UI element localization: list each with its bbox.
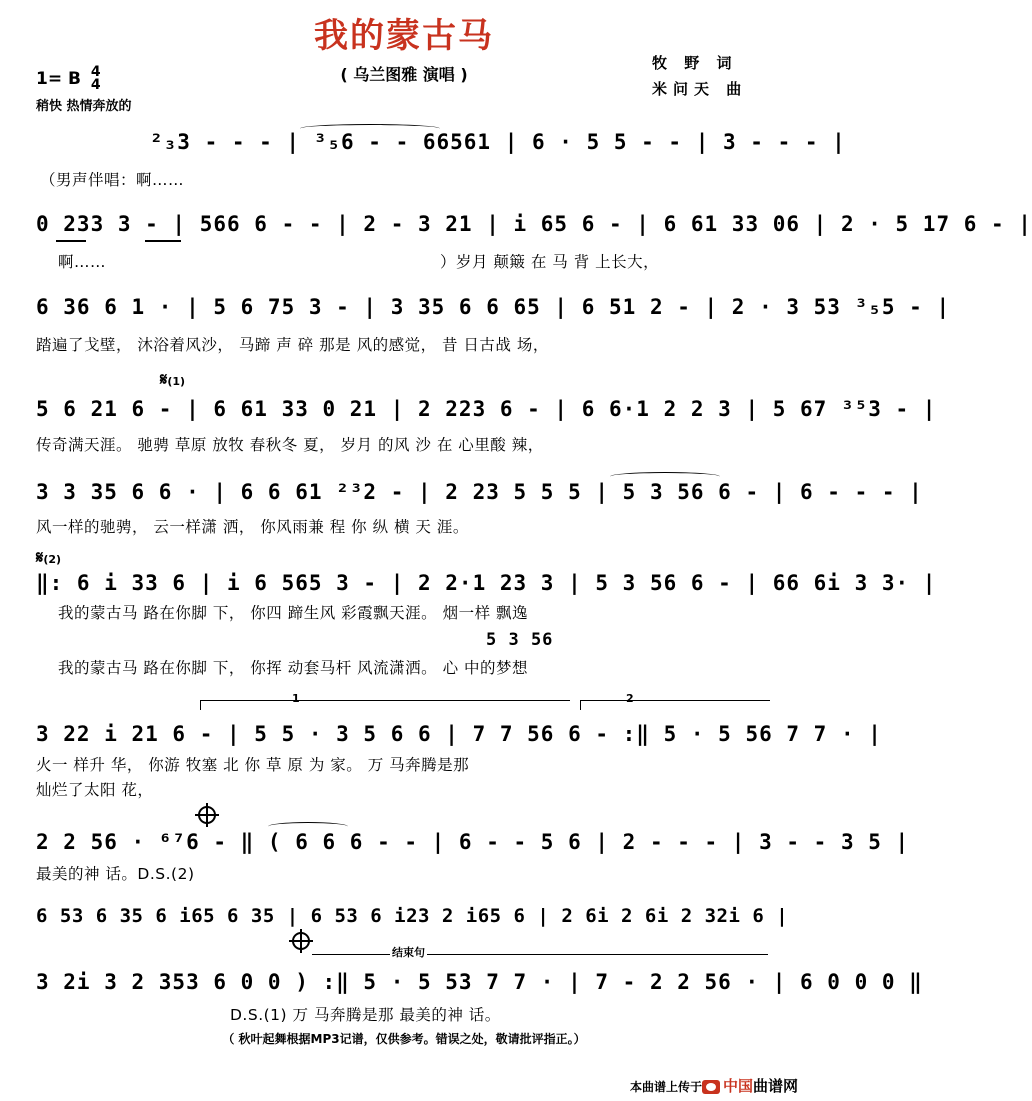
volta-label-1: 1 (292, 692, 300, 705)
volta-bracket-1 (200, 700, 570, 701)
tempo-marking: 稍快 热情奔放的 (36, 99, 132, 114)
lyric-row-5: 风一样的驰骋， 云一样潇 洒， 你风雨兼 程 你 纵 横 天 涯。 (36, 518, 469, 536)
segno-icon: 𝄋 (160, 370, 168, 390)
ending-bracket (312, 954, 768, 955)
volta-label-2: 2 (626, 692, 634, 705)
time-signature (91, 66, 101, 92)
score-row-6-alt: 5 3 56 (486, 630, 554, 650)
lyric-row-4: 传奇满天涯。 驰骋 草原 放牧 春秋冬 夏， 岁月 的风 沙 在 心里酸 辣， (36, 436, 544, 454)
lyric-row-10: D.S.(1) 万 马奔腾是那 最美的神 话。 (230, 1006, 501, 1024)
key-label: 1= B (36, 69, 81, 89)
score-row-6: ‖: 6 i 33 6 | i 6 565 3 - | 2 2·1 23 3 | 5 3 56 6 - | 66 6i 3 3· | (36, 571, 937, 595)
time-top: 4 (90, 64, 101, 80)
tie-slur (268, 822, 348, 831)
composer-credit: 米问天 曲 (652, 80, 748, 98)
lyric-row-6-verse2: 我的蒙古马 路在你脚 下， 你挥 动套马杆 风流潇洒。 心 中的梦想 (58, 659, 528, 677)
segno-label: (2) (43, 553, 62, 566)
beam-underline (56, 240, 86, 242)
score-row-5: 3 3 35 6 6 · | 6 6 61 ²³2 - | 2 23 5 5 5 | 5 3 56 6 - | 6 - - - | (36, 480, 923, 504)
beam-underline (145, 240, 181, 242)
score-row-1: ²₃3 - - - | ³₅6 - - 66561 | 6 · 5 5 - - | 3 - - - | (150, 130, 846, 154)
segno-label: (1) (167, 375, 186, 388)
volta-bracket-2 (580, 700, 770, 701)
transcription-note: （ 秋叶起舞根据MP3记谱，仅供参考。错误之处，敬请批评指正。） (222, 1032, 586, 1046)
score-row-2: 0 233 3 - | 566 6 - - | 2 - 3 21 | i 65 6 - | 6 61 33 06 | 2 · 5 17 6 - | (36, 212, 1032, 236)
segno-icon: 𝄋 (36, 548, 44, 568)
score-row-7: 3 22 i 21 6 - | 5 5 · 3 5 6 6 | 7 7 56 6 - :‖ 5 · 5 56 7 7 · | (36, 722, 882, 746)
score-row-4: 5 6 21 6 - | 6 61 33 0 21 | 2 223 6 - | 6 6·1 2 2 3 | 5 67 ³⁵3 - | (36, 397, 937, 421)
tie-slur (610, 472, 720, 481)
site-brand: 中国 (722, 1077, 753, 1095)
lyric-row-3: 踏遍了戈壁， 沐浴着风沙， 马蹄 声 碎 那是 风的感觉， 昔 日古战 场， (36, 336, 549, 354)
upload-label: 本曲谱上传于 (629, 1080, 702, 1094)
tie-slur (300, 124, 440, 133)
song-title: 我的蒙古马 (314, 16, 494, 56)
key-signature (36, 66, 101, 92)
score-row-10: 3 2i 3 2 353 6 0 0 ) :‖ 5 · 5 53 7 7 · | 7 - 2 2 56 · | 6 0 0 0 ‖ (36, 970, 923, 994)
volta-bracket-2-leg (580, 700, 581, 710)
lyric-row-2a: 啊…… (58, 253, 107, 271)
site-logo[interactable] (702, 1075, 798, 1096)
coda-icon (292, 932, 310, 950)
time-bottom: 4 (90, 77, 101, 93)
lyric-row-6-verse1: 我的蒙古马 路在你脚 下， 你四 蹄生风 彩霞飘天涯。 烟一样 飘逸 (58, 604, 528, 622)
coda-mark-2 (292, 932, 310, 954)
site-name: 曲谱网 (752, 1077, 798, 1095)
score-row-9: 6 53 6 35 6 i65 6 35 | 6 53 6 i23 2 i65 6 | 2 6i 2 6i 2 32i 6 | (36, 905, 789, 927)
lyric-row-7-verse1: 火一 样升 华， 你游 牧塞 北 你 草 原 为 家。 万 马奔腾是那 (36, 756, 470, 774)
lyric-row-8: 最美的神 话。D.S.(2) (36, 865, 195, 883)
coda-mark (198, 806, 216, 828)
score-row-8: 2 2 56 · ⁶⁷6 - ‖ ( 6 6 6 - - | 6 - - 5 6 | 2 - - - | 3 - - 3 5 | (36, 830, 910, 854)
logo-icon (702, 1080, 720, 1094)
volta-bracket-1-leg (200, 700, 201, 710)
segno-mark-2 (36, 548, 61, 568)
ending-label: 结束句 (392, 946, 425, 959)
lyricist-credit: 牧 野 词 (652, 54, 738, 72)
segno-mark-1 (160, 370, 185, 390)
score-row-3: 6 36 6 1 · | 5 6 75 3 - | 3 35 6 6 65 | 6 51 2 - | 2 · 3 53 ³₅5 - | (36, 295, 951, 319)
coda-icon (198, 806, 216, 824)
lyric-row-1: （男声伴唱：啊…… (40, 171, 185, 189)
lyric-row-7-verse2: 灿烂了太阳 花， (36, 781, 154, 799)
singer-credit: ( 乌兰图雅 演唱 ) (340, 65, 468, 84)
lyric-row-2b: ）岁月 颠簸 在 马 背 上长大， (440, 253, 660, 271)
